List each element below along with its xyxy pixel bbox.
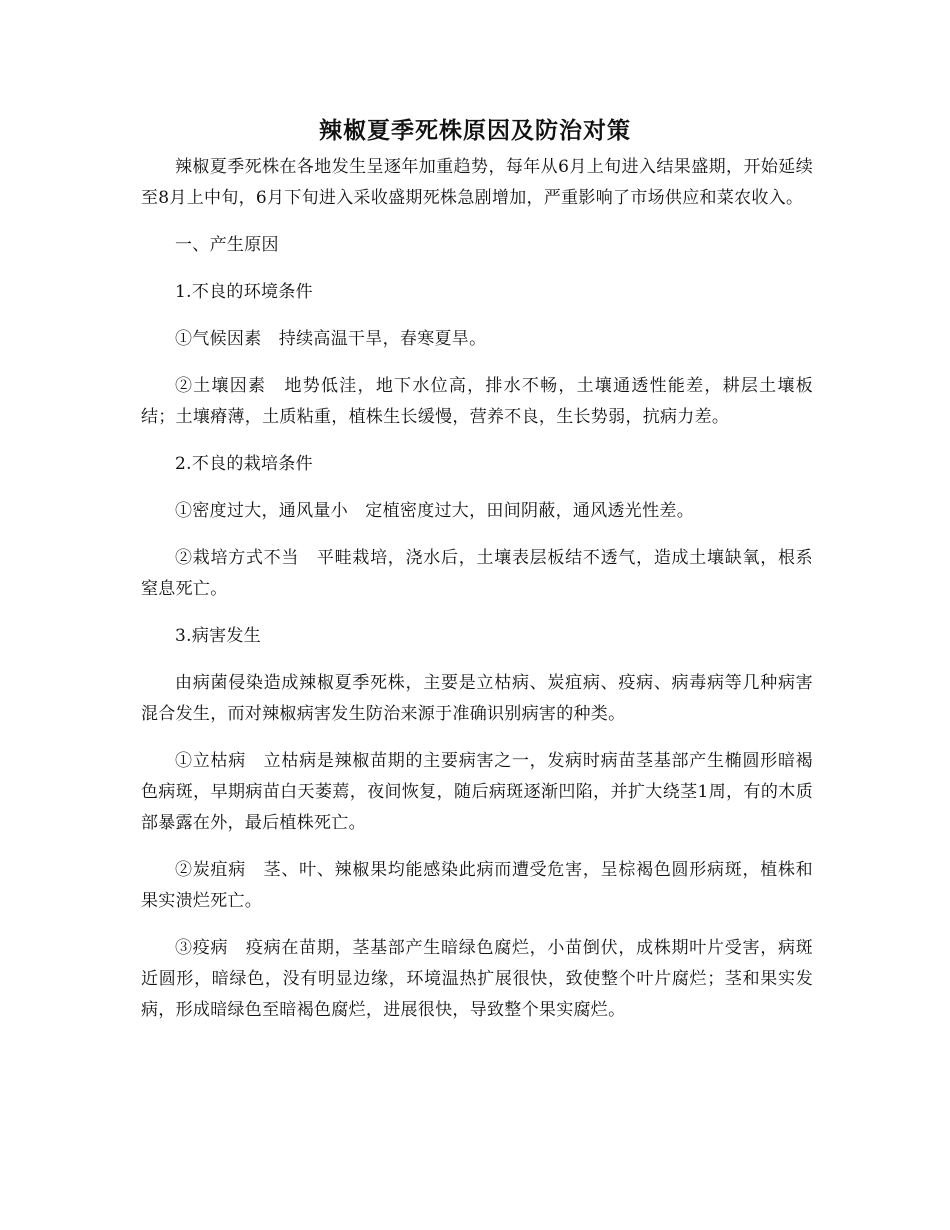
document-title: 辣椒夏季死株原因及防治对策 [319, 117, 631, 144]
subheading-cultivation: 2.不良的栽培条件 [175, 454, 313, 474]
paragraph-anthracnose: ②炭疽病 茎、叶、辣椒果均能感染此病而遭受危害，呈棕褐色圆形病斑，植株和果实溃烂死亡。 [141, 860, 813, 911]
paragraph-damping-off: ①立枯病 立枯病是辣椒苗期的主要病害之一，发病时病苗茎基部产生椭圆形暗褐色病斑，早期病苗白天萎蔫，夜间恢复，随后病斑逐渐凹陷，并扩大绕茎1周，有的木质部暴露在外，最后植株死亡。 [141, 751, 813, 833]
paragraph-planting-method: ②栽培方式不当 平畦栽培，浇水后，土壤表层板结不透气，造成土壤缺氧，根系窒息死亡。 [141, 548, 813, 599]
document-body [141, 152, 813, 1042]
paragraph-climate: ①气候因素 持续高温干旱，春寒夏旱。 [175, 329, 487, 349]
paragraph-blight: ③疫病 疫病在苗期，茎基部产生暗绿色腐烂，小苗倒伏，成株期叶片受害，病斑近圆形，暗绿色，没有明显边缘，环境温热扩展很快，致使整个叶片腐烂；茎和果实发病，形成暗绿色至暗褐色腐烂，进展很快，导致整个果实腐烂。 [141, 938, 813, 1020]
subheading-environment: 1.不良的环境条件 [175, 282, 313, 302]
paragraph-density: ①密度过大，通风量小 定植密度过大，田间阴蔽，通风透光性差。 [175, 501, 694, 521]
section-heading-causes: 一、产生原因 [175, 235, 279, 255]
subheading-disease: 3.病害发生 [175, 626, 262, 646]
intro-paragraph: 辣椒夏季死株在各地发生呈逐年加重趋势，每年从6月上旬进入结果盛期，开始延续至8月上中旬，6月下旬进入采收盛期死株急剧增加，严重影响了市场供应和菜农收入。 [141, 157, 813, 208]
paragraph-disease-overview: 由病菌侵染造成辣椒夏季死株，主要是立枯病、炭疽病、疫病、病毒病等几种病害混合发生，而对辣椒病害发生防治来源于准确识别病害的种类。 [141, 673, 813, 724]
paragraph-soil: ②土壤因素 地势低洼，地下水位高，排水不畅，土壤通透性能差，耕层土壤板结；土壤瘠薄，土质粘重，植株生长缓慢，营养不良，生长势弱，抗病力差。 [141, 376, 813, 427]
